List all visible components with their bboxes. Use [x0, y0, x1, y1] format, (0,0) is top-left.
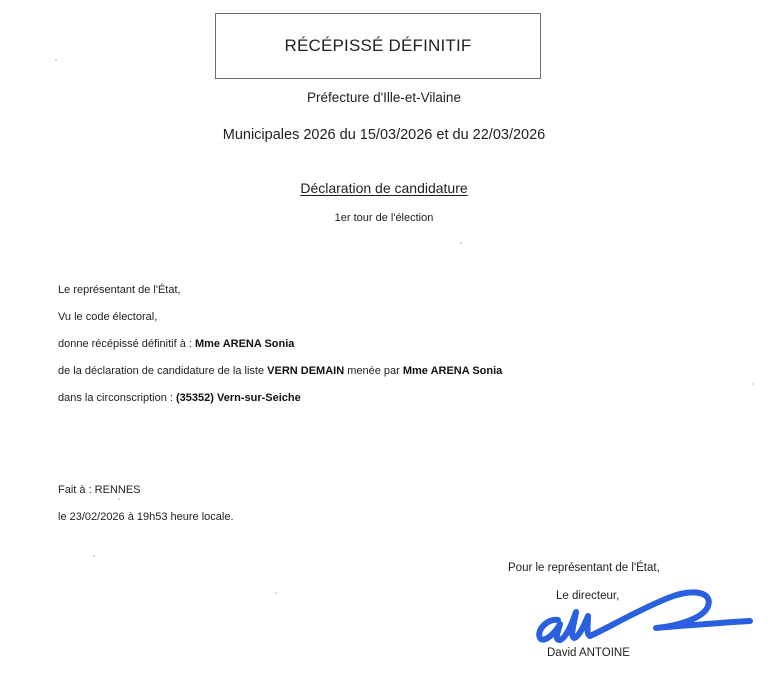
signature-title: Le directeur,	[556, 590, 620, 602]
list-led-by: menée par	[344, 365, 403, 377]
place-line: Fait à : RENNES	[58, 484, 141, 496]
recipient-label: donne récépissé définitif à :	[58, 338, 195, 350]
document-title: RÉCÉPISSÉ DÉFINITIF	[284, 36, 472, 55]
list-label: de la déclaration de candidature de la liste	[58, 365, 268, 377]
scan-speck	[93, 555, 95, 557]
list-name: VERN DEMAIN	[267, 365, 345, 377]
body-line-constituency	[58, 392, 301, 404]
list-leader: Mme ARENA Sonia	[402, 365, 503, 377]
recipient-name: Mme ARENA Sonia	[194, 338, 295, 350]
signature-role: Pour le représentant de l'État,	[508, 562, 660, 574]
constituency-value: (35352) Vern-sur-Seiche	[176, 392, 301, 404]
body-line-list	[58, 365, 502, 377]
election-heading: Municipales 2026 du 15/03/2026 et du 22/03/2026	[222, 127, 546, 143]
scan-speck	[460, 242, 462, 244]
body-line-recipient	[58, 338, 294, 350]
datetime-line: le 23/02/2026 à 19h53 heure locale.	[58, 511, 234, 523]
section-title-text: Déclaration de candidature	[300, 180, 468, 196]
scan-speck	[752, 383, 754, 385]
election-round: 1er tour de l'élection	[334, 212, 434, 224]
prefecture-name: Préfecture d'Ille-et-Vilaine	[307, 90, 461, 105]
scan-speck	[55, 59, 57, 61]
scan-speck	[118, 498, 120, 500]
body-line-code: Vu le code électoral,	[58, 311, 158, 323]
title-box	[215, 13, 541, 79]
constituency-label: dans la circonscription :	[58, 392, 176, 404]
signatory-name: David ANTOINE	[547, 647, 630, 659]
scan-speck	[275, 592, 277, 594]
section-title	[0, 180, 768, 196]
body-line-representative: Le représentant de l'État,	[58, 284, 181, 296]
